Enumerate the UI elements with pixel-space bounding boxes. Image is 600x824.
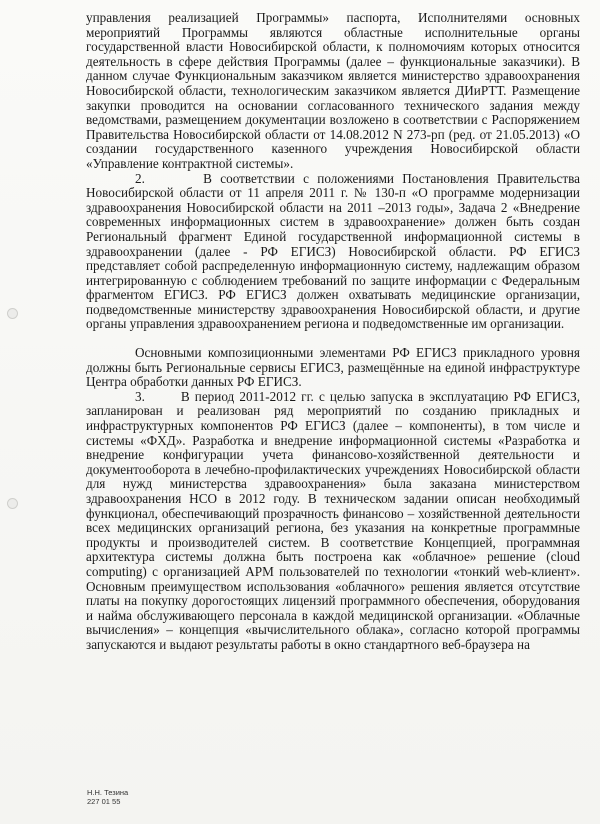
footer-phone: 227 01 55 [87,797,121,806]
paragraph: Основными композиционными элементами РФ ЕГИСЗ прикладного уровня должны быть Региональные сервисы ЕГИСЗ, размещённые на единой инфраструктуре Центра обработки данных РФ ЕГИСЗ. [86,345,580,390]
paragraph-item-2: 2. В соответствии с положениями Постановления Правительства Новосибирской области от 11 апреля 2011 г. № 130-п «О программе модернизации здравоохранения Новосибирской области на 2011 –2013 годы», Задача 2 «Внедрение современных информационных систем в здравоохранение» должен быть создан Региональный фрагмент Единой государственной информационной системы в здравоохранении (далее - РФ ЕГИСЗ) Новосибирской области. РФ ЕГИСЗ представляет собой распределенную информационную систему, надлежащим образом интегрированную с соблюдением требований по защите информации с Федеральным фрагментом ЕГИСЗ. РФ ЕГИСЗ должен охватывать медицинские организации, подведомственные министерству здравоохранения Новосибирской области, и другие органы управления здравоохранением региона и подведомственные им организации. [86,170,580,332]
footer-author: Н.Н. Тезина [87,788,129,797]
document-body [86,11,580,653]
paragraph-item-3: 3. В период 2011-2012 гг. с целью запуска в эксплуатацию РФ ЕГИСЗ, запланирован и реализован ряд мероприятий по созданию прикладных и инфраструктурных компонентов РФ ЕГИСЗ (далее – компоненты), в том числе и системы «ФХД». Разработка и внедрение информационной системы «Разработка и внедрение конфигурации учета финансово-хозяйственной деятельности и документооборота в лечебно-профилактических учреждениях Новосибирской области для нужд министерства здравоохранения» была заказана министерством здравоохранения НСО в 2012 году. В техническом задании описан необходимый функционал, обеспечивающий прозрачность финансово – хозяйственной деятельности всех медицинских организаций региона, без указания на конкретные программные продукты и производителей систем. В соответствие Концепцией, программная архитектура системы должна быть построена как «облачное» решение (cloud computing) с организацией АРМ пользователей по технологии «тонкий web-клиент». Основным преимуществом использования «облачного» решения является отсутствие платы на покупку дорогостоящих лицензий программного обеспечения, оборудования и найма обслуживающего персонала в каждой медицинской организации. «Облачные вычисления» – концепция «вычислительного облака», согласно которой программы запускаются и выдают результаты работы в окно стандартного веб-браузера на [86,388,580,652]
footer [87,788,128,806]
paragraph: управления реализацией Программы» паспорта, Исполнителями основных мероприятий Программы являются областные исполнительные органы государственной власти Новосибирской области, к полномочиям которых относится деятельность в сфере действия Программы (далее – функциональные заказчики). В данном случае Функциональным заказчиком является министерство здравоохранения Новосибирской области, технологическим заказчиком является ДИиРТТ. Размещение закупки проводится на основании согласованного технического задания между ведомствами, размещением документации возложено в соответствии с Распоряжением Правительства Новосибирской области от 14.08.2012 N 273-рп (ред. от 21.05.2013) «О создании государственного казенного учреждения Новосибирской области «Управление контрактной системы». [86,10,580,171]
punch-hole-mark [7,308,18,319]
punch-hole-mark [7,498,18,509]
